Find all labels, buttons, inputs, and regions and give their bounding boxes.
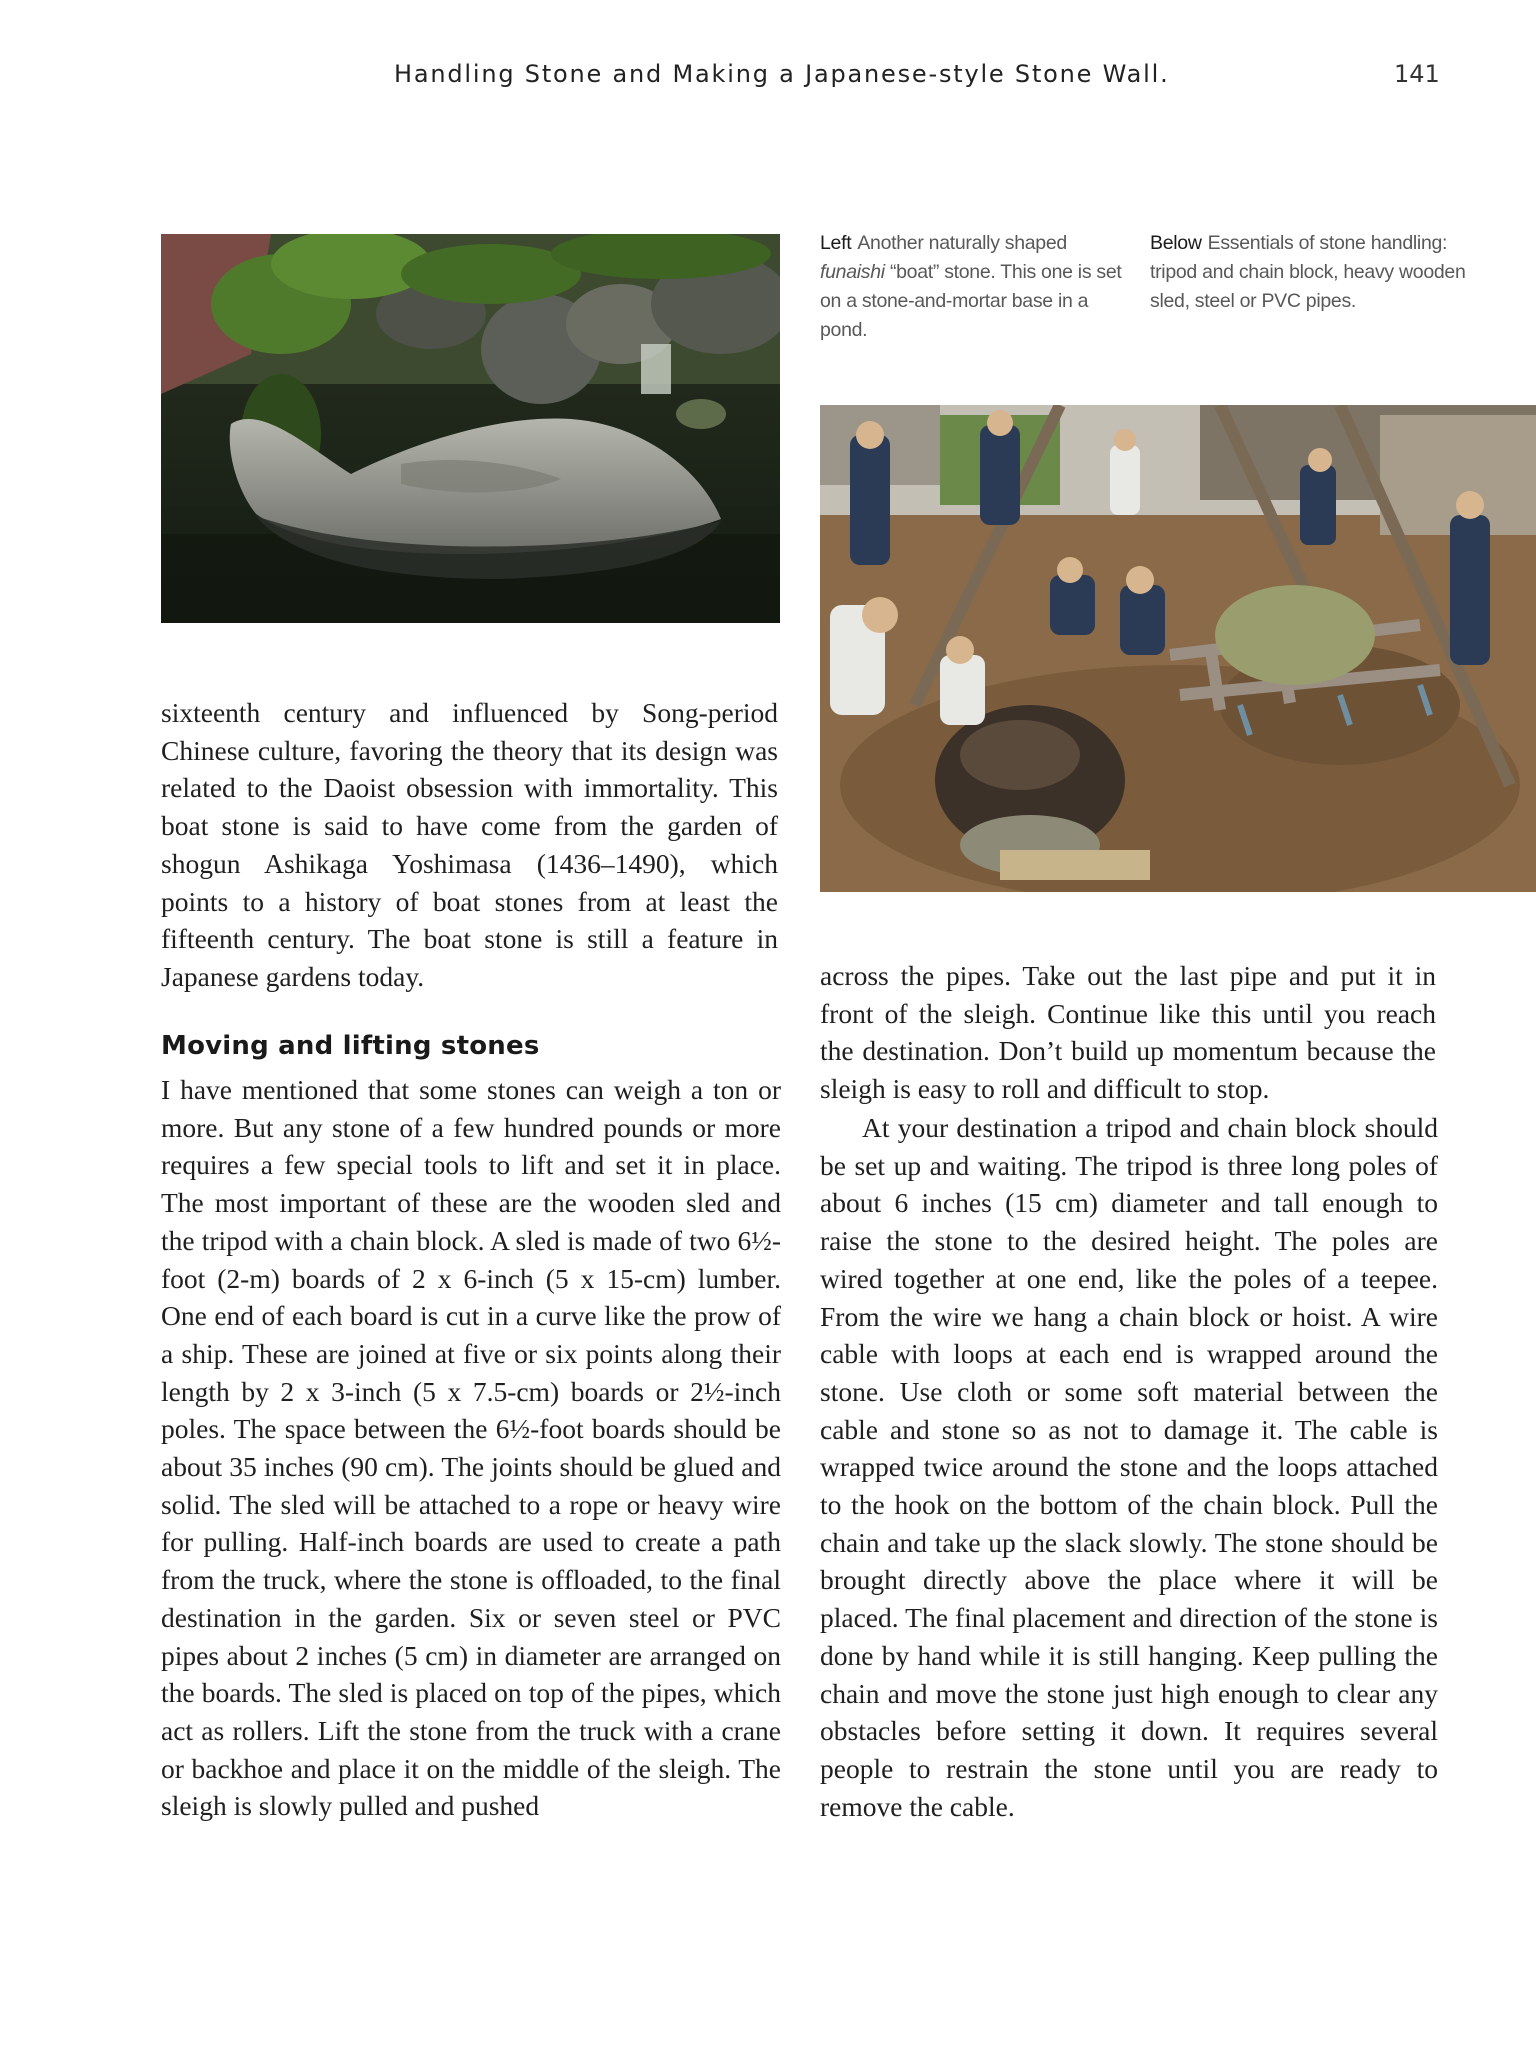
section-heading: Moving and lifting stones bbox=[161, 1031, 540, 1061]
caption-below-text: Essentials of stone handling: tripod and chain block, heavy wooden sled, steel or PVC pipes. bbox=[1150, 232, 1466, 312]
tripod-workers-photo bbox=[820, 405, 1536, 892]
column2-paragraph-1: across the pipes. Take out the last pipe and put it in front of the sleigh. Continue like this until you reach the destination. Don’t build up momentum because the sleigh is easy to roll and difficult to stop. bbox=[820, 960, 1436, 1105]
column1-paragraph-1: sixteenth century and influenced by Song-period Chinese culture, favoring the theory that its design was related to the Daoist obsession with immortality. This boat stone is said to have come from the garden of shogun Ashikaga Yoshimasa (1436–1490), which points to a history of boat stones from at least the fifteenth century. The boat stone is still a feature in Japanese gardens today. bbox=[161, 697, 778, 992]
caption-left-italic: funaishi bbox=[820, 261, 885, 283]
caption-left-text-after: “boat” stone. This one is set on a stone-and-mortar base in a pond. bbox=[820, 261, 1122, 341]
caption-below-lead: Below bbox=[1150, 232, 1202, 254]
caption-left-text: Another naturally shaped bbox=[857, 232, 1067, 254]
page-number: 141 bbox=[1394, 60, 1440, 88]
caption-below bbox=[1150, 229, 1470, 316]
boat-stone-photo bbox=[161, 234, 780, 623]
caption-left-lead: Left bbox=[820, 232, 852, 254]
caption-left bbox=[820, 229, 1132, 345]
column1-paragraph-2: I have mentioned that some stones can weigh a ton or more. But any stone of a few hundred pounds or more requires a few special tools to lift and set it in place. The most important of these are the wooden sled and the tripod with a chain block. A sled is made of two 6½-foot (2-m) boards of 2 x 6-inch (5 x 15-cm) lumber. One end of each board is cut in a curve like the prow of a ship. These are joined at five or six points along their length by 2 x 3-inch (5 x 7.5-cm) boards or 2½-inch poles. The space between the 6½-foot boards should be about 35 inches (90 cm). The joints should be glued and solid. The sled will be attached to a rope or heavy wire for pulling. Half-inch boards are used to create a path from the truck, where the stone is offloaded, to the final destination in the garden. Six or seven steel or PVC pipes about 2 inches (5 cm) in diameter are arranged on the boards. The sled is placed on top of the pipes, which act as rollers. Lift the stone from the truck with a crane or backhoe and place it on the middle of the sleigh. The sleigh is slowly pulled and pushed bbox=[161, 1074, 781, 1822]
running-head-title: Handling Stone and Making a Japanese-style Stone Wall. bbox=[394, 60, 1170, 88]
column2-paragraph-2: At your destination a tripod and chain block should be set up and waiting. The tripod is three long poles of about 6 inches (15 cm) diameter and tall enough to raise the stone to the desired height. The poles are wired together at one end, like the poles of a teepee. From the wire we hang a chain block or hoist. A wire cable with loops at each end is wrapped around the stone. Use cloth or some soft material between the cable and stone so as not to damage it. The cable is wrapped twice around the stone and the loops attached to the hook on the bottom of the chain block. Pull the chain and take up the slack slowly. The stone should be brought directly above the place where it will be placed. The final placement and direction of the stone is done by hand while it is still hanging. Keep pulling the chain and move the stone just high enough to clear any obstacles before setting it down. It requires several people to restrain the stone until you are ready to remove the cable. bbox=[820, 1112, 1438, 1822]
